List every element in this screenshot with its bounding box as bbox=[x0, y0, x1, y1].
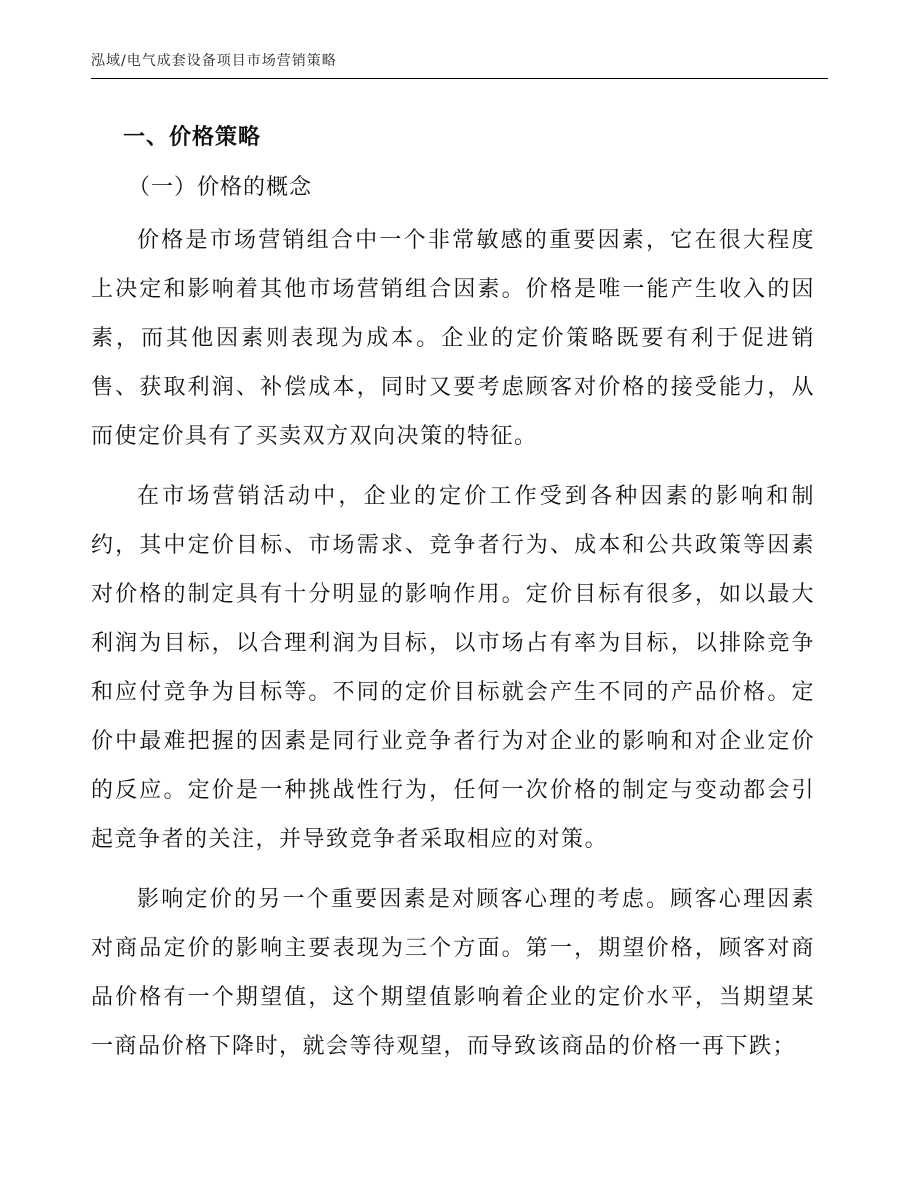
paragraph: 在市场营销活动中，企业的定价工作受到各种因素的影响和制约，其中定价目标、市场需求、竞争者行为、成本和公共政策等因素对价格的制定具有十分明显的影响作用。定价目标有很多，如以最大利润为目标，以合理利润为目标，以市场占有率为目标，以排除竞争和应付竞争为目标等。不同的定价目标就会产生不同的产品价格。定价中最难把握的因素是同行业竞争者行为对企业的影响和对企业定价的反应。定价是一种挑战性行为，任何一次价格的制定与变动都会引起竞争者的关注，并导致竞争者采取相应的对策。 bbox=[91, 484, 815, 852]
subsection-heading: （一）价格的概念 bbox=[128, 175, 313, 200]
header-divider bbox=[91, 78, 828, 79]
running-header: 泓域/电气成套设备项目市场营销策略 bbox=[91, 53, 337, 69]
paragraph: 价格是市场营销组合中一个非常敏感的重要因素，它在很大程度上决定和影响着其他市场营销组合因素。价格是唯一能产生收入的因素，而其他因素则表现为成本。企业的定价策略既要有利于促进销售、获取利润、补偿成本，同时又要考虑顾客对价格的接受能力，从而使定价具有了买卖双方双向决策的特征。 bbox=[91, 228, 815, 449]
section-heading: 一、价格策略 bbox=[123, 125, 262, 150]
body-text bbox=[91, 216, 815, 1071]
paragraph: 影响定价的另一个重要因素是对顾客心理的考虑。顾客心理因素对商品定价的影响主要表现为三个方面。第一，期望价格，顾客对商品价格有一个期望值，这个期望值影响着企业的定价水平，当期望某一商品价格下降时，就会等待观望，而导致该商品的价格一再下跌； bbox=[91, 887, 815, 1059]
